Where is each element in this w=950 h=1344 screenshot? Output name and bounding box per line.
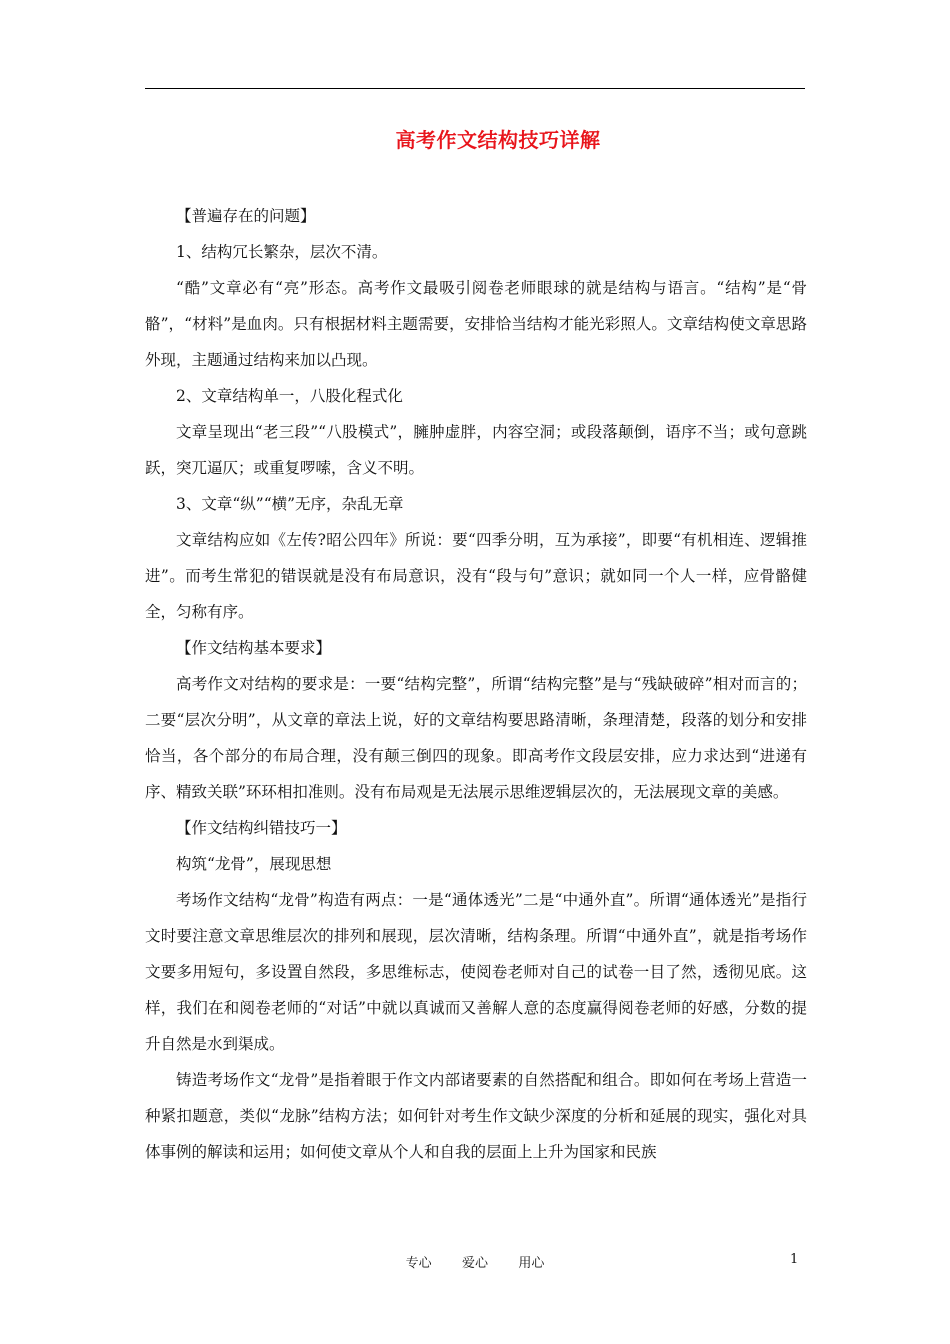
sub-heading: 1、结构冗长繁杂，层次不清。 [176, 243, 388, 261]
header-rule [145, 88, 805, 89]
section-heading: 【普遍存在的问题】 [176, 207, 316, 225]
sub-heading: 2、文章结构单一，八股化程式化 [176, 387, 403, 405]
body-paragraph: 高考作文对结构的要求是：一要“结构完整”，所谓“结构完整”是与“残缺破碎”相对而言的；二要“层次分明”，从文章的章法上说，好的文章结构要思路清晰，条理清楚，段落的划分和安排恰当，各个部分的布局合理，没有颠三倒四的现象。即高考作文段层安排，应力求达到“进递有序、精致关联”环环相扣准则。没有布局观是无法展示思维逻辑层次的，无法展现文章的美感。 [145, 675, 807, 801]
sub-heading: 构筑“龙骨”，展现思想 [176, 855, 332, 873]
footer-motto: 专心 爱心 用心 [405, 1256, 545, 1271]
page-number: 1 [790, 1252, 799, 1267]
section-heading: 【作文结构纠错技巧一】 [176, 819, 347, 837]
body-paragraph: “酷”文章必有“亮”形态。高考作文最吸引阅卷老师眼球的就是结构与语言。“结构”是“骨骼”，“材料”是血肉。只有根据材料主题需要，安排恰当结构才能光彩照人。文章结构使文章思路外现，主题通过结构来加以凸现。 [145, 279, 807, 369]
document-body [145, 198, 807, 1170]
body-paragraph: 文章呈现出“老三段”“八股模式”，臃肿虚胖，内容空洞；或段落颠倒，语序不当；或句意跳跃，突兀逼仄；或重复啰嗦，含义不明。 [145, 423, 807, 477]
body-paragraph: 考场作文结构“龙骨”构造有两点：一是“通体透光”二是“中通外直”。所谓“通体透光”是指行文时要注意文章思维层次的排列和展现，层次清晰，结构条理。所谓“中通外直”，就是指考场作文要多用短句，多设置自然段，多思维标志，使阅卷老师对自己的试卷一目了然，透彻见底。这样，我们在和阅卷老师的“对话”中就以真诚而又善解人意的态度赢得阅卷老师的好感，分数的提升自然是水到渠成。 [145, 891, 807, 1053]
section-heading: 【作文结构基本要求】 [176, 639, 332, 657]
sub-heading: 3、文章“纵”“横”无序，杂乱无章 [176, 495, 404, 513]
body-paragraph: 铸造考场作文“龙骨”是指着眼于作文内部诸要素的自然搭配和组合。即如何在考场上营造一种紧扣题意，类似“龙脉”结构方法；如何针对考生作文缺少深度的分析和延展的现实，强化对具体事例的解读和运用；如何使文章从个人和自我的层面上上升为国家和民族 [145, 1071, 807, 1161]
body-paragraph: 文章结构应如《左传?昭公四年》所说：要“四季分明，互为承接”，即要“有机相连、逻辑推进”。而考生常犯的错误就是没有布局意识，没有“段与句”意识；就如同一个人一样，应骨骼健全，匀称有序。 [145, 531, 807, 621]
document-title: 高考作文结构技巧详解 [395, 128, 601, 152]
